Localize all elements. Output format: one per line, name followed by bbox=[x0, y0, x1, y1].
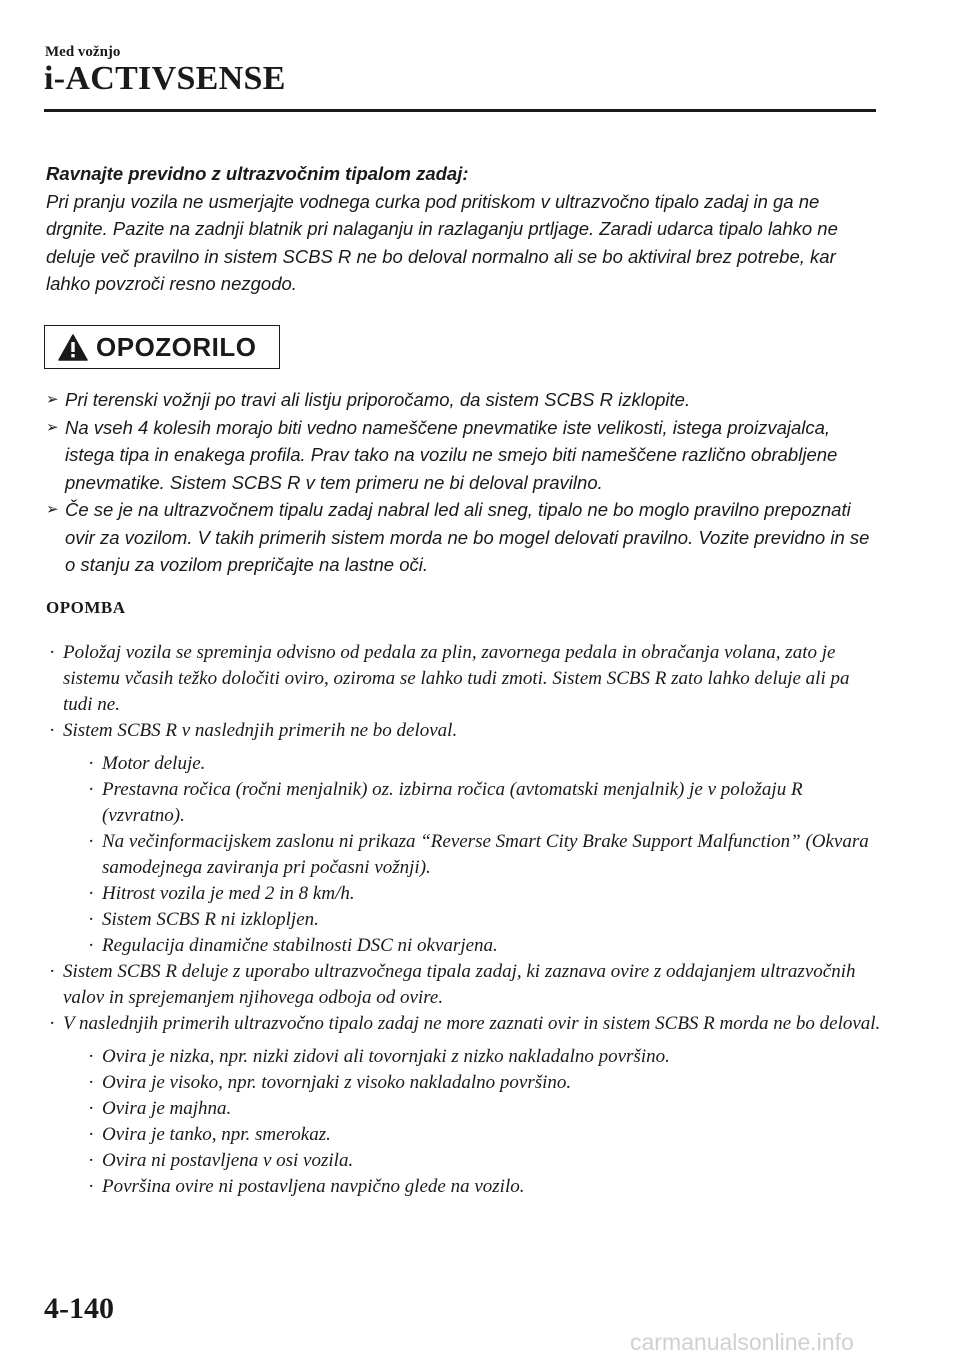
bullet-dot-icon: · bbox=[88, 779, 95, 800]
note-subitem bbox=[85, 881, 881, 907]
note-subitem bbox=[85, 907, 881, 933]
note-subitem-text: Ovira je tanko, npr. smerokaz. bbox=[102, 1124, 331, 1145]
note-subitem-text: Sistem SCBS R ni izklopljen. bbox=[102, 909, 319, 930]
note-subitem-text: Motor deluje. bbox=[102, 753, 206, 774]
note-subitem bbox=[85, 1096, 881, 1122]
bullet-dot-icon: · bbox=[88, 935, 95, 956]
bullet-dot-icon: · bbox=[88, 1176, 95, 1197]
note-subitem-text: Ovira je majhna. bbox=[102, 1098, 232, 1119]
bullet-dot-icon: · bbox=[88, 1124, 95, 1145]
note-subitem-text: Površina ovire ni postavljena navpično glede na vozilo. bbox=[102, 1176, 525, 1197]
note-item bbox=[46, 1011, 881, 1200]
note-item bbox=[46, 959, 881, 1011]
note-subitem bbox=[85, 751, 881, 777]
bullet-dot-icon: · bbox=[49, 642, 56, 663]
section-label: Med vožnjo bbox=[45, 44, 121, 60]
warning-item-text: Pri terenski vožnji po travi ali listju priporočamo, da sistem SCBS R izklopite. bbox=[65, 389, 691, 410]
bullet-dot-icon: · bbox=[88, 1150, 95, 1171]
note-subitem bbox=[85, 1044, 881, 1070]
warning-box bbox=[44, 325, 280, 369]
footer-watermark: carmanualsonline.info bbox=[630, 1329, 854, 1355]
note-subitem bbox=[85, 1148, 881, 1174]
note-heading: OPOMBA bbox=[46, 598, 126, 617]
note-list bbox=[46, 640, 881, 1200]
note-subitem bbox=[85, 933, 881, 959]
warning-item-text: Na vseh 4 kolesih morajo biti vedno nameščene pnevmatike iste velikosti, istega proizvajalca, istega tipa in enakega profila. Prav tako na vozilu ne smejo biti nameščene različno obrabljene pnevmatike. Sistem SCBS R v tem primeru ne bi deloval pravilno. bbox=[65, 416, 838, 493]
note-subitem bbox=[85, 829, 881, 881]
bullet-dot-icon: · bbox=[49, 1013, 56, 1034]
title-divider bbox=[44, 109, 876, 112]
caution-block bbox=[46, 160, 881, 298]
caution-body: Pri pranju vozila ne usmerjajte vodnega curka pod pritiskom v ultrazvočno tipalo zadaj in ga ne drgnite. Pazite na zadnji blatnik pri nalaganju in razlaganju prtljage. Zaradi udarca tipalo lahko ne deluje več pravilno in sistem SCBS R ne bo deloval normalno ali se bo aktiviral brez potrebe, kar lahko povzroči resno nezgodo. bbox=[46, 190, 838, 294]
note-subitem-text: Na večinformacijskem zaslonu ni prikaza “Reverse Smart City Brake Support Malfunction” (Okvara samodejnega zaviranja pri počasni vožnji). bbox=[102, 831, 869, 878]
warning-item bbox=[46, 414, 881, 497]
note-item-text: Sistem SCBS R deluje z uporabo ultrazvočnega tipala zadaj, ki zaznava ovire z oddajanjem ultrazvočnih valov in sprejemanjem njihovega odboja od ovire. bbox=[63, 961, 856, 1008]
note-item-text: V naslednjih primerih ultrazvočno tipalo zadaj ne more zaznati ovir in sistem SCBS R morda ne bo deloval. bbox=[63, 1013, 881, 1034]
arrow-bullet-icon: ➢ bbox=[46, 417, 59, 436]
warning-label: OPOZORILO bbox=[96, 331, 257, 362]
bullet-dot-icon: · bbox=[88, 831, 95, 852]
note-item bbox=[46, 640, 881, 718]
warning-item-text: Če se je na ultrazvočnem tipalu zadaj nabral led ali sneg, tipalo ne bo moglo pravilno prepoznati ovir za vozilom. V takih primerih sistem morda ne bo mogel delovati pravilno. Vozite previdno in se o stanju za vozilom prepričajte na lastne oči. bbox=[65, 499, 870, 575]
page-number: 4-140 bbox=[44, 1292, 114, 1325]
bullet-dot-icon: · bbox=[88, 1072, 95, 1093]
note-subitem bbox=[85, 1174, 881, 1200]
bullet-dot-icon: · bbox=[88, 909, 95, 930]
note-subitem-text: Ovira je nizka, npr. nizki zidovi ali tovornjaki z nizko nakladalno površino. bbox=[102, 1046, 670, 1067]
warning-triangle-icon bbox=[58, 334, 88, 361]
note-sublist bbox=[63, 1044, 881, 1200]
arrow-bullet-icon: ➢ bbox=[46, 390, 59, 408]
note-subitem-text: Hitrost vozila je med 2 in 8 km/h. bbox=[102, 883, 355, 904]
warning-item bbox=[46, 386, 881, 414]
note-item-text: Položaj vozila se spreminja odvisno od pedala za plin, zavornega pedala in obračanja volana, zato je sistemu včasih težko določiti oviro, oziroma se lahko tudi zmoti. Sistem SCBS R zato lahko deluje ali pa tudi ne. bbox=[63, 642, 850, 715]
note-subitem bbox=[85, 777, 881, 829]
note-subitem bbox=[85, 1070, 881, 1096]
note-item-text: Sistem SCBS R v naslednjih primerih ne bo deloval. bbox=[63, 720, 458, 741]
note-subitem-text: Ovira ni postavljena v osi vozila. bbox=[102, 1150, 354, 1171]
note-subitem-text: Regulacija dinamične stabilnosti DSC ni okvarjena. bbox=[102, 935, 498, 956]
bullet-dot-icon: · bbox=[88, 1046, 95, 1067]
note-subitem-text: Prestavna ročica (ročni menjalnik) oz. izbirna ročica (avtomatski menjalnik) je v položaju R (vzvratno). bbox=[102, 779, 803, 826]
arrow-bullet-icon: ➢ bbox=[46, 500, 59, 518]
note-item bbox=[46, 718, 881, 959]
bullet-dot-icon: · bbox=[88, 883, 95, 904]
page-title: i-ACTIVSENSE bbox=[44, 60, 286, 97]
bullet-dot-icon: · bbox=[88, 753, 95, 774]
bullet-dot-icon: · bbox=[88, 1098, 95, 1119]
bullet-dot-icon: · bbox=[49, 720, 56, 741]
bullet-dot-icon: · bbox=[49, 961, 56, 982]
warning-list bbox=[46, 386, 881, 579]
note-block bbox=[46, 640, 881, 1200]
warning-item bbox=[46, 496, 881, 579]
note-subitem bbox=[85, 1122, 881, 1148]
note-sublist bbox=[63, 751, 881, 959]
caution-heading: Ravnajte previdno z ultrazvočnim tipalom zadaj: bbox=[46, 163, 469, 184]
note-subitem-text: Ovira je visoko, npr. tovornjaki z visoko nakladalno površino. bbox=[102, 1072, 572, 1093]
